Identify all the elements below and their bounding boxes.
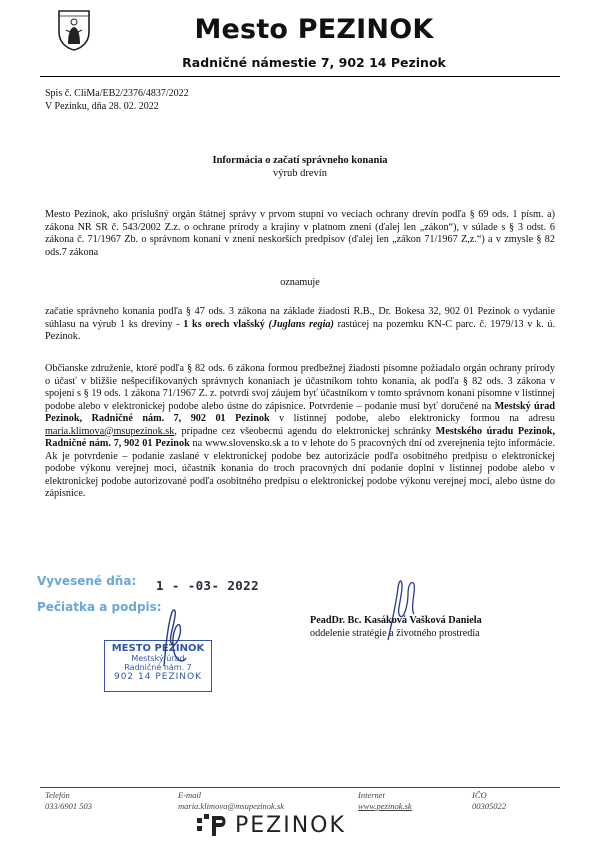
posted-label: Vyvesené dňa: [37, 574, 137, 588]
footer-phone-label: Telefón [45, 790, 70, 800]
stamp-line-1: MESTO PEZINOK [111, 643, 205, 654]
paragraph-participation [45, 363, 555, 501]
footer-ico [472, 790, 506, 811]
footer-web [358, 790, 412, 811]
signer-name: PeadDr. Bc. Kasáková Vašková Daniela [310, 615, 482, 626]
footer-logo [195, 812, 346, 838]
contact-email-link[interactable]: maria.klimova@msupezinok.sk [45, 425, 175, 437]
announcement-word: oznamuje [280, 277, 320, 288]
city-address: Radničné námestie 7, 902 14 Pezinok [182, 55, 446, 70]
paragraph-request [45, 306, 555, 344]
file-number: Spis č. CliMa/EB2/2376/4837/2022 [45, 88, 189, 99]
handwritten-signature-icon [150, 604, 196, 674]
office-address-2: Mestského úradu Pezinok, Radničné nám. 7, 902 01 Pezinok [45, 425, 555, 449]
document-title: Informácia o začatí správneho konania [212, 155, 388, 166]
request-text: začatie správneho konania podľa § 47 ods. 3 zákona na základe žiadosti R.B., Dr. Bokesa 32, 902 01 Pezinok o vydanie súhlasu na výrub 1 ks dreviny - [45, 306, 555, 330]
participation-text: Občianske združenie, ktoré podľa § 82 ods. 6 zákona formou predbežnej žiadosti písomne požiadalo orgán ochrany prírody o účasť v bližšie nešpecifikovaných správnych konaniach je účastníkom tohto konania, ak podľa § 82 ods. 3 zákona v spojení s § 19 ods. 1 zákona 71/1967 Z. z. potvrdí svoj záujem byť účastníkom v tomto správnom konaní písomne v listinnej podobe alebo v elektronickej podobe alebo ústne do zápisnice. Potvrdenie – podanie musí byť doručené na [45, 363, 555, 412]
signer-department: oddelenie stratégie a životného prostredia [310, 628, 480, 639]
footer-divider [40, 787, 560, 788]
participation-text-4: na www.slovensko.sk a to v lehote do 5 pracovných dní od zverejnenia tejto informácie. Ak je potvrdenie – podanie zaslané v elektronickej podobe bez autorizácie podľa osobitného predpisu o elektronickej podobe výkonu verejnej moci, účastník konania do troch pracovných dní podanie doplní v listinnej podobe alebo v elektronickej podobe autorizované podľa osobitného predpisu o elektronickej podobe výkonu verejnej moci, alebo ústne do zápisnice. [45, 438, 556, 499]
stamp-line-4: 902 14 PEZINOK [113, 672, 202, 682]
tree-count: 1 ks orech vlašský [183, 318, 265, 330]
pezinok-logo-icon [195, 812, 231, 838]
header-divider [40, 76, 560, 77]
tree-latin-name: (Juglans regia) [268, 318, 334, 330]
footer-ico-label: IČO [472, 790, 487, 800]
footer-ico-value: 00305022 [472, 800, 506, 811]
stamp-line-2: Mestský úrad [131, 654, 185, 663]
document-subtitle: výrub drevín [273, 168, 327, 179]
footer-phone-value: 033/6901 503 [45, 800, 92, 811]
footer-email-value[interactable]: maria.klimova@msupezinok.sk [178, 800, 285, 811]
city-title: Mesto PEZINOK [194, 14, 434, 45]
posted-date-stamp: 1 - -03- 2022 [156, 578, 260, 593]
place-date: V Pezinku, dňa 28. 02. 2022 [45, 100, 159, 112]
document-meta [45, 88, 189, 113]
stamp-label: Pečiatka a podpis: [37, 600, 162, 614]
office-address: Mestský úrad Pezinok, Radničné nám. 7, 902 01 Pezinok [45, 400, 555, 424]
paragraph-intro: Mesto Pezinok, ako príslušný orgán štátnej správy v prvom stupni vo veciach ochrany drevín podľa § 69 ods. 1 písm. a) zákona NR SR č. 543/2002 Z.z. o ochrane prírody a krajiny v platnom znení (ďalej len „zákon“), v súlade s § 3 odst. 6 zákona č. 71/1967 Zb. o správnom konaní v znení neskorších predpisov (ďalej len „zákon 71/1967 Z,z.“) a v zmysle § 82 ods.7 zákona [45, 209, 555, 258]
footer-phone [45, 790, 92, 811]
request-location: rastúcej na pozemku KN-C parc. č. 1979/13 v k. ú. Pezinok. [45, 318, 556, 342]
footer-email-label: E-mail [178, 790, 202, 800]
footer-logo-text: PEZINOK [235, 812, 346, 838]
stamp-line-3: Radničné nám. 7 [124, 663, 192, 672]
footer-web-value[interactable]: www.pezinok.sk [358, 800, 412, 811]
participation-text-3: , prípadne cez všeobecnú agendu do elektronickej schránky [174, 425, 436, 437]
footer-email [178, 790, 284, 811]
participation-text-2: v listinnej podobe, alebo elektronicky formou na adresu [269, 413, 555, 424]
footer-web-label: Internet [358, 790, 385, 800]
